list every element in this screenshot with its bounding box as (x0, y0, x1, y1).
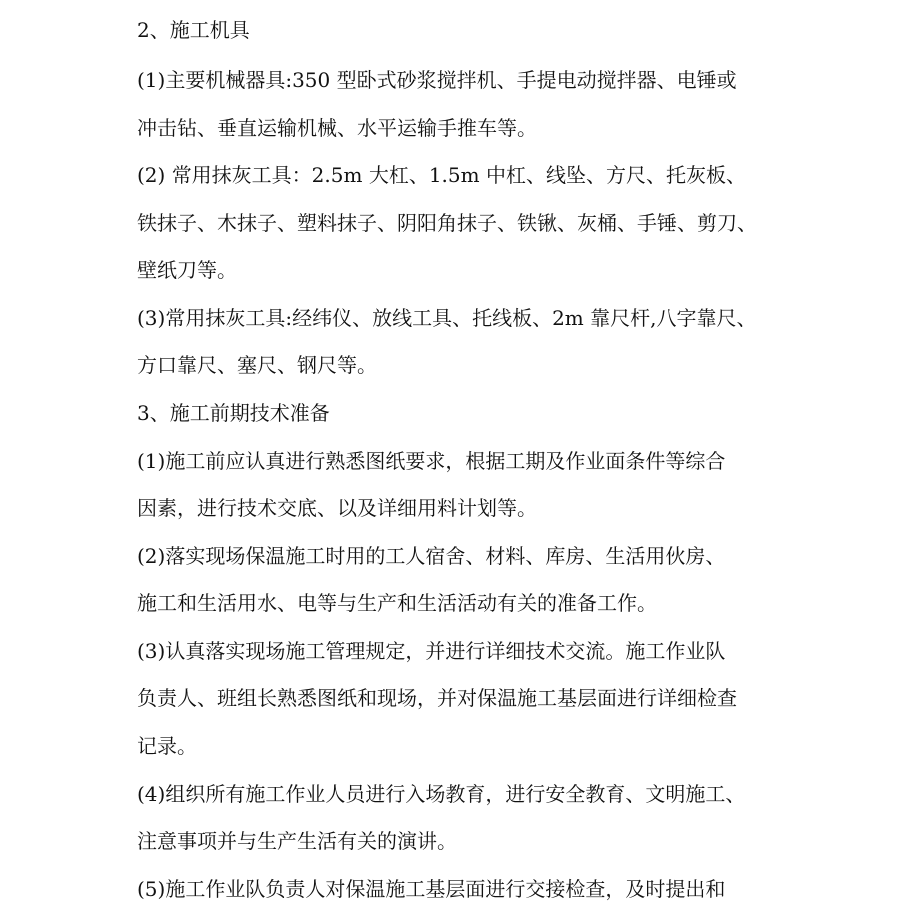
paragraph-line: (2) 常用抹灰工具：2.5m 大杠、1.5m 中杠、线坠、方尺、托灰板、 (137, 163, 746, 187)
section-heading-technical-preparation: 3、施工前期技术准备 (137, 401, 330, 425)
paragraph-line: 冲击钻、垂直运输机械、水平运输手推车等。 (137, 116, 537, 140)
section-heading-construction-tools: 2、施工机具 (137, 18, 250, 42)
paragraph-line: (1)主要机械器具:350 型卧式砂浆搅拌机、手提电动搅拌器、电锤或 (137, 68, 737, 92)
paragraph-line: 记录。 (137, 734, 197, 758)
paragraph-line: 因素，进行技术交底、以及详细用料计划等。 (137, 496, 537, 520)
paragraph-line: 负责人、班组长熟悉图纸和现场，并对保温施工基层面进行详细检查 (137, 686, 737, 710)
paragraph-line: 方口靠尺、塞尺、钢尺等。 (137, 353, 377, 377)
paragraph-line: 施工和生活用水、电等与生产和生活活动有关的准备工作。 (137, 591, 657, 615)
paragraph-line: 壁纸刀等。 (137, 258, 237, 282)
paragraph-line: 注意事项并与生产生活有关的演讲。 (137, 829, 457, 853)
paragraph-line: (5)施工作业队负责人对保温施工基层面进行交接检查，及时提出和 (137, 877, 726, 901)
paragraph-line: (4)组织所有施工作业人员进行入场教育，进行安全教育、文明施工、 (137, 782, 746, 806)
paragraph-line: 铁抹子、木抹子、塑料抹子、阴阳角抹子、铁锹、灰桶、手锤、剪刀、 (137, 211, 757, 235)
paragraph-line: (2)落实现场保温施工时用的工人宿舍、材料、库房、生活用伙房、 (137, 544, 726, 568)
paragraph-line: (1)施工前应认真进行熟悉图纸要求，根据工期及作业面条件等综合 (137, 449, 726, 473)
paragraph-line: (3)认真落实现场施工管理规定，并进行详细技术交流。施工作业队 (137, 639, 726, 663)
paragraph-line: (3)常用抹灰工具:经纬仪、放线工具、托线板、2m 靠尺杆,八字靠尺、 (137, 306, 757, 330)
